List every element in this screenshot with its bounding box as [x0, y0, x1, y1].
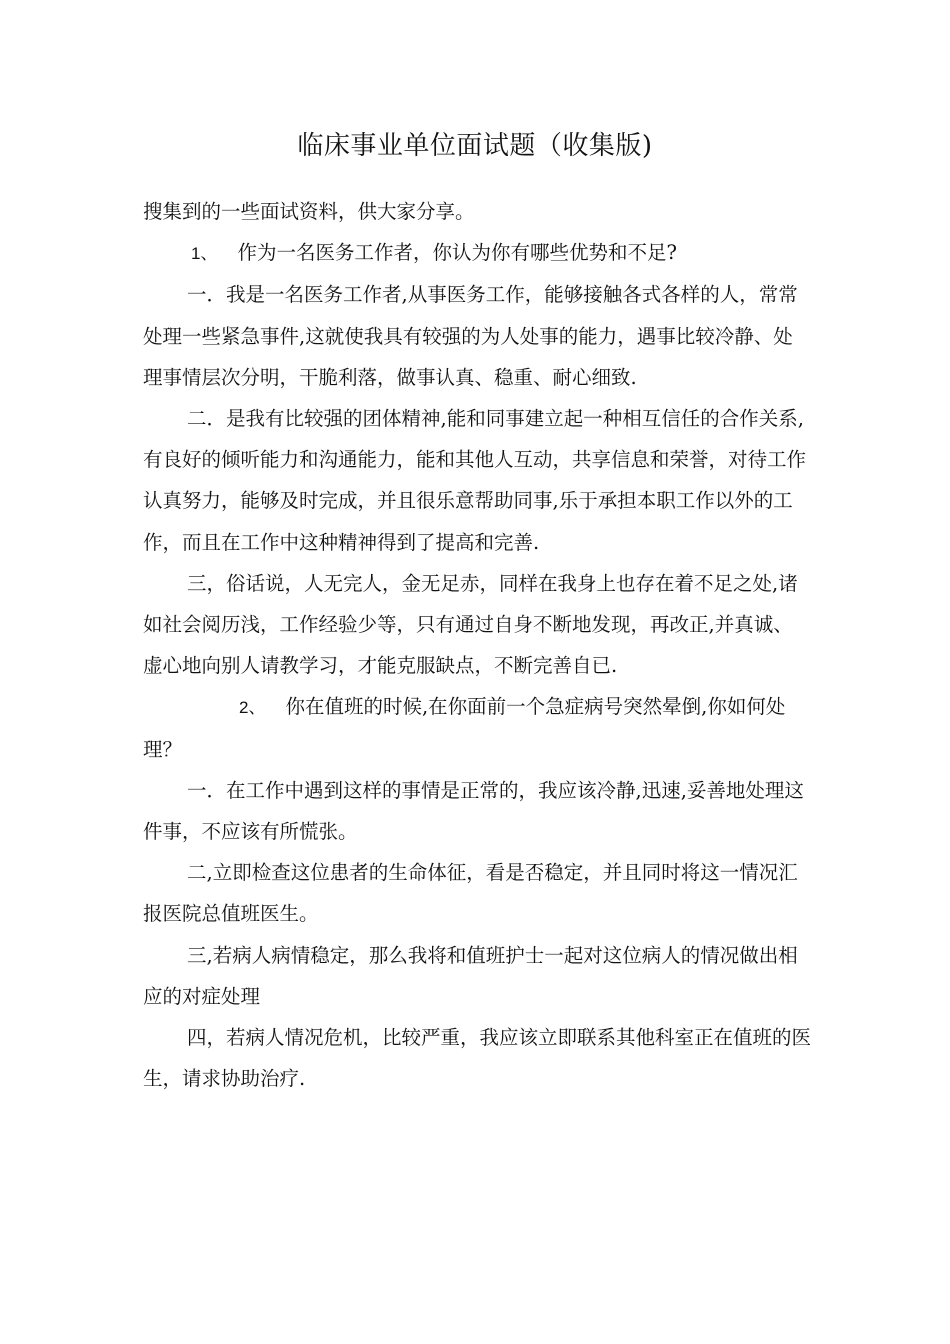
question-1: [143, 232, 811, 274]
document-body: [143, 191, 811, 1099]
answer-1-1: 一．我是一名医务工作者,从事医务工作，能够接触各式各样的人，常常处理一些紧急事件,这就使我具有较强的为人处事的能力，遇事比较冷静、处理事情层次分明，干脆利落，做事认真、稳重、耐心细致.: [143, 283, 798, 389]
answer-1-2: 二．是我有比较强的团体精神,能和同事建立起一种相互信任的合作关系,有良好的倾听能力和沟通能力，能和其他人互动，共享信息和荣誉，对待工作认真努力，能够及时完成，并且很乐意帮助同事,乐于承担本职工作以外的工作，而且在工作中这种精神得到了提高和完善.: [143, 407, 807, 554]
question-1-text: 作为一名医务工作者，你认为你有哪些优势和不足?: [237, 241, 677, 265]
question-2-number: 2、: [239, 698, 266, 718]
answer-2-1: 一．在工作中遇到这样的事情是正常的，我应该冷静,迅速,妥善地处理这件事，不应该有所慌张。: [143, 778, 804, 844]
answer-2-4: 四，若病人情况危机，比较严重，我应该立即联系其他科室正在值班的医生，请求协助治疗.: [143, 1026, 812, 1091]
question-2: [143, 686, 811, 769]
answer-1-3: 三，俗话说，人无完人，金无足赤，同样在我身上也存在着不足之处,诸如社会阅历浅，工作经验少等，只有通过自身不断地发现，再改正,并真诚、虚心地向别人请教学习，才能克服缺点，不断完善自已.: [143, 571, 798, 678]
intro-paragraph: 搜集到的一些面试资料，供大家分享。: [143, 200, 475, 223]
question-2-text: 你在值班的时候,在你面前一个急症病号突然晕倒,你如何处理？: [143, 695, 786, 761]
question-1-number: 1、: [191, 244, 218, 264]
document-title: 临床事业单位面试题（收集版): [297, 131, 653, 161]
answer-2-2: 二,立即检查这位患者的生命体征，看是否稳定，并且同时将这一情况汇报医院总值班医生。: [143, 861, 798, 926]
answer-2-3: 三,若病人病情稳定，那么我将和值班护士一起对这位病人的情况做出相应的对症处理: [143, 943, 798, 1008]
